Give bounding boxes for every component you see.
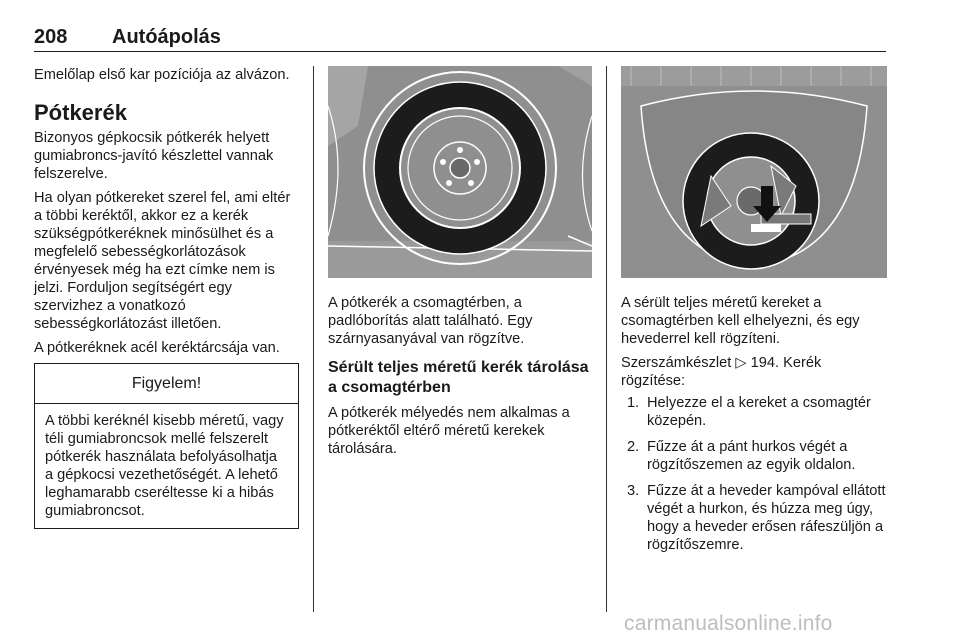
list-item: [621, 394, 887, 430]
warning-title: Figyelem!: [35, 364, 298, 404]
fastening-label: rögzítése:: [621, 373, 686, 389]
paragraph: Bizonyos gépkocsik pótkerék helyett gumiabroncs-javító készlettel vannak felszerelve.: [34, 130, 274, 182]
column-middle: [328, 66, 592, 464]
list-item: [621, 438, 887, 474]
step-text: Fűzze át a heveder kampóval ellátott végét a hurkon, és húzza meg úgy, hogy a heveder erősen ráfeszüljön a rögzítőszemre.: [647, 483, 886, 553]
warning-box: [34, 363, 299, 529]
paragraph: Ha olyan pótkereket szerel fel, ami eltér a többi keréktől, akkor ez a kerék szükségpótkeréknek minősülhet és a megfelelő sebességkorlátozások érvényesek még ha ezt címke nem is jelzi. Forduljon segítségért egy szervizhez a vonatkozó sebességkorlátozást illetően.: [34, 190, 291, 332]
page-number: 208: [34, 26, 68, 48]
strap-eyelet-illustration: [621, 66, 887, 278]
figure-caption: A pótkerék a csomagtérben, a padlóborítás alatt található. Egy szárnyasanyával van rögzítve.: [328, 295, 533, 347]
page-reference[interactable]: 194.: [750, 355, 780, 371]
step-number: 1.: [627, 395, 640, 411]
column-divider: [313, 66, 314, 612]
watermark: carmanualsonline.info: [624, 612, 833, 635]
list-item: [621, 482, 887, 554]
paragraph: A pótkerék mélyedés nem alkalmas a pótkeréktől eltérő méretű kerekek tárolására.: [328, 405, 570, 457]
tool-kit-reference: [621, 354, 887, 390]
instruction-steps: [621, 394, 887, 554]
subsection-heading: Sérült teljes méretű kerék tárolása a csomagtérben: [328, 359, 589, 396]
step-text: Helyezze el a kereket a csomagtér közepén.: [647, 395, 871, 429]
page-header: [34, 22, 886, 52]
paragraph: A pótkeréknek acél keréktárcsája van.: [34, 340, 280, 356]
intro-text: Emelőlap első kar pozíciója az alvázon.: [34, 67, 290, 83]
step-number: 3.: [627, 483, 640, 499]
wheel-label: Kerék: [783, 355, 822, 371]
tool-kit-label: Szerszámkészlet: [621, 355, 732, 371]
section-heading: Pótkerék: [34, 100, 127, 125]
column-divider: [606, 66, 607, 612]
column-left: [34, 66, 299, 529]
column-right: [621, 66, 887, 562]
paragraph: A sérült teljes méretű kereket a csomagtérben kell elhelyezni, és egy hevederrel kell rögzíteni.: [621, 295, 860, 347]
warning-text: A többi keréknél kisebb méretű, vagy téli gumiabroncsok mellé felszerelt pótkerék használata befolyásolhatja a gépkocsi vezethetőségét. A lehető leghamarabb cseréltesse ki a hibás gumiabroncsot.: [45, 413, 284, 519]
step-text: Fűzze át a pánt hurkos végét a rögzítőszemen az egyik oldalon.: [647, 439, 856, 473]
step-number: 2.: [627, 439, 640, 455]
spare-wheel-in-trunk-illustration: [328, 66, 592, 278]
chapter-title: Autóápolás: [112, 26, 221, 48]
reference-arrow-icon: ▷: [735, 355, 747, 371]
